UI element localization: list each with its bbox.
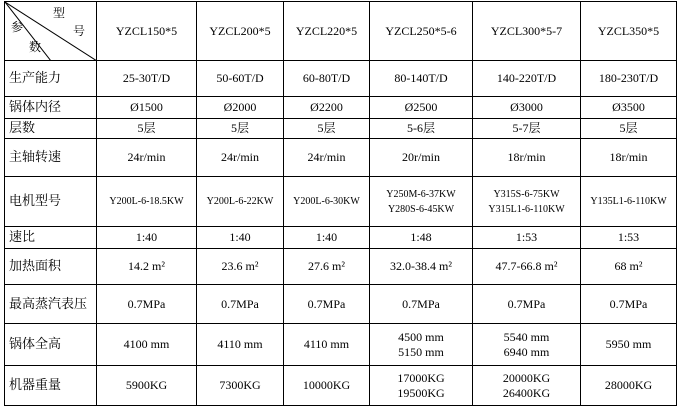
table-row xyxy=(5,227,677,249)
table-cell: 5层 xyxy=(97,119,197,139)
spec-table xyxy=(4,1,677,406)
model-header: YZCL250*5-6 xyxy=(370,2,473,61)
row-label: 电机型号 xyxy=(5,177,97,227)
cell-line: 5950 mm xyxy=(605,337,652,351)
model-header: YZCL220*5 xyxy=(284,2,370,61)
table-cell: 24r/min xyxy=(284,139,370,177)
cell-line: 19500KG xyxy=(397,385,445,400)
table-cell: Ø3500 xyxy=(581,97,677,119)
table-cell: 50-60T/D xyxy=(197,61,284,97)
table-cell: 5层 xyxy=(197,119,284,139)
table-cell: 0.7MPa xyxy=(370,285,473,324)
cell-line: 20000KG xyxy=(502,370,551,385)
table-cell: 180-230T/D xyxy=(581,61,677,97)
cell-line: 5540 mm xyxy=(503,329,550,344)
table-cell: 1:53 xyxy=(581,227,677,249)
row-label: 主轴转速 xyxy=(5,139,97,177)
row-label: 锅体全高 xyxy=(5,324,97,366)
table-cell xyxy=(581,366,677,406)
cell-line: 5150 mm xyxy=(398,344,444,359)
row-label: 机器重量 xyxy=(5,366,97,406)
table-row xyxy=(5,61,677,97)
table-cell: Ø3000 xyxy=(473,97,581,119)
row-label: 锅体内径 xyxy=(5,97,97,119)
cell-line: 4110 mm xyxy=(217,337,263,351)
model-header: YZCL350*5 xyxy=(581,2,677,61)
table-cell: 5层 xyxy=(581,119,677,139)
cell-line: Y200L-6-30KW xyxy=(293,196,360,207)
cell-line: 5900KG xyxy=(125,378,168,392)
table-cell: Ø2500 xyxy=(370,97,473,119)
table-row xyxy=(5,249,677,285)
table-cell: 32.0-38.4 m² xyxy=(370,249,473,285)
table-cell: 1:53 xyxy=(473,227,581,249)
table-row xyxy=(5,366,677,406)
cell-line: Y315S-6-75KW xyxy=(493,188,560,200)
cell-line: 4110 mm xyxy=(303,337,350,351)
table-cell xyxy=(473,366,581,406)
table-row xyxy=(5,119,677,139)
corner-header-cell xyxy=(5,2,97,61)
table-cell xyxy=(370,366,473,406)
table-cell: 24r/min xyxy=(97,139,197,177)
table-cell: 0.7MPa xyxy=(473,285,581,324)
table-cell: 0.7MPa xyxy=(581,285,677,324)
table-cell: 23.6 m² xyxy=(197,249,284,285)
cell-line: 4500 mm xyxy=(398,329,444,344)
table-cell: Ø2200 xyxy=(284,97,370,119)
table-cell: 5-6层 xyxy=(370,119,473,139)
table-cell: 1:40 xyxy=(284,227,370,249)
row-label: 速比 xyxy=(5,227,97,249)
cell-line: Y200L-6-18.5KW xyxy=(109,196,184,207)
table-cell: 1:48 xyxy=(370,227,473,249)
table-row xyxy=(5,324,677,366)
row-label: 生产能力 xyxy=(5,61,97,97)
table-cell: 1:40 xyxy=(97,227,197,249)
table-cell: 0.7MPa xyxy=(197,285,284,324)
cell-line: 10000KG xyxy=(302,378,351,392)
table-cell xyxy=(97,366,197,406)
cell-line: Y280S-6-45KW xyxy=(387,203,455,215)
cell-line: 6940 mm xyxy=(503,344,550,359)
corner-label-hao: 号 xyxy=(73,24,86,38)
cell-line: 7300KG xyxy=(219,378,261,392)
table-cell: 14.2 m² xyxy=(97,249,197,285)
table-cell: 80-140T/D xyxy=(370,61,473,97)
table-cell xyxy=(197,177,284,227)
table-cell xyxy=(581,324,677,366)
table-cell: 60-80T/D xyxy=(284,61,370,97)
table-cell: 20r/min xyxy=(370,139,473,177)
cell-line: Y250M-6-37KW xyxy=(386,188,456,200)
table-cell xyxy=(97,177,197,227)
table-cell: 140-220T/D xyxy=(473,61,581,97)
table-cell xyxy=(284,324,370,366)
cell-line: 28000KG xyxy=(604,378,653,392)
table-cell xyxy=(581,177,677,227)
model-header: YZCL200*5 xyxy=(197,2,284,61)
table-cell xyxy=(473,177,581,227)
table-cell xyxy=(370,324,473,366)
table-cell xyxy=(197,324,284,366)
table-cell: 0.7MPa xyxy=(97,285,197,324)
row-label: 加热面积 xyxy=(5,249,97,285)
model-header: YZCL150*5 xyxy=(97,2,197,61)
table-cell: 0.7MPa xyxy=(284,285,370,324)
table-cell: 24r/min xyxy=(197,139,284,177)
corner-label-can: 参 xyxy=(11,20,24,34)
table-cell xyxy=(473,324,581,366)
table-cell: 68 m² xyxy=(581,249,677,285)
corner-label-shu: 数 xyxy=(29,40,42,54)
row-label: 层数 xyxy=(5,119,97,139)
table-cell: 5层 xyxy=(284,119,370,139)
table-cell: 5-7层 xyxy=(473,119,581,139)
cell-line: Y200L-6-22KW xyxy=(206,196,274,207)
cell-line: 26400KG xyxy=(502,385,551,400)
model-header: YZCL300*5-7 xyxy=(473,2,581,61)
table-cell xyxy=(197,366,284,406)
table-cell: 25-30T/D xyxy=(97,61,197,97)
table-cell: 1:40 xyxy=(197,227,284,249)
table-row xyxy=(5,139,677,177)
cell-line: 17000KG xyxy=(397,370,445,385)
table-cell xyxy=(284,366,370,406)
table-cell xyxy=(370,177,473,227)
table-cell: 47.7-66.8 m² xyxy=(473,249,581,285)
table-cell: Ø1500 xyxy=(97,97,197,119)
table-row xyxy=(5,97,677,119)
corner-label-xing: 型 xyxy=(53,6,66,20)
table-row xyxy=(5,285,677,324)
row-label: 最高蒸汽表压 xyxy=(5,285,97,324)
table-row xyxy=(5,177,677,227)
table-cell: 18r/min xyxy=(581,139,677,177)
cell-line: Y135L1-6-110KW xyxy=(590,196,667,207)
cell-line: Y315L1-6-110KW xyxy=(488,203,565,215)
cell-line: 4100 mm xyxy=(123,337,170,351)
table-cell: Ø2000 xyxy=(197,97,284,119)
table-cell: 27.6 m² xyxy=(284,249,370,285)
table-cell xyxy=(97,324,197,366)
header-row xyxy=(5,2,677,61)
table-cell: 18r/min xyxy=(473,139,581,177)
table-cell xyxy=(284,177,370,227)
